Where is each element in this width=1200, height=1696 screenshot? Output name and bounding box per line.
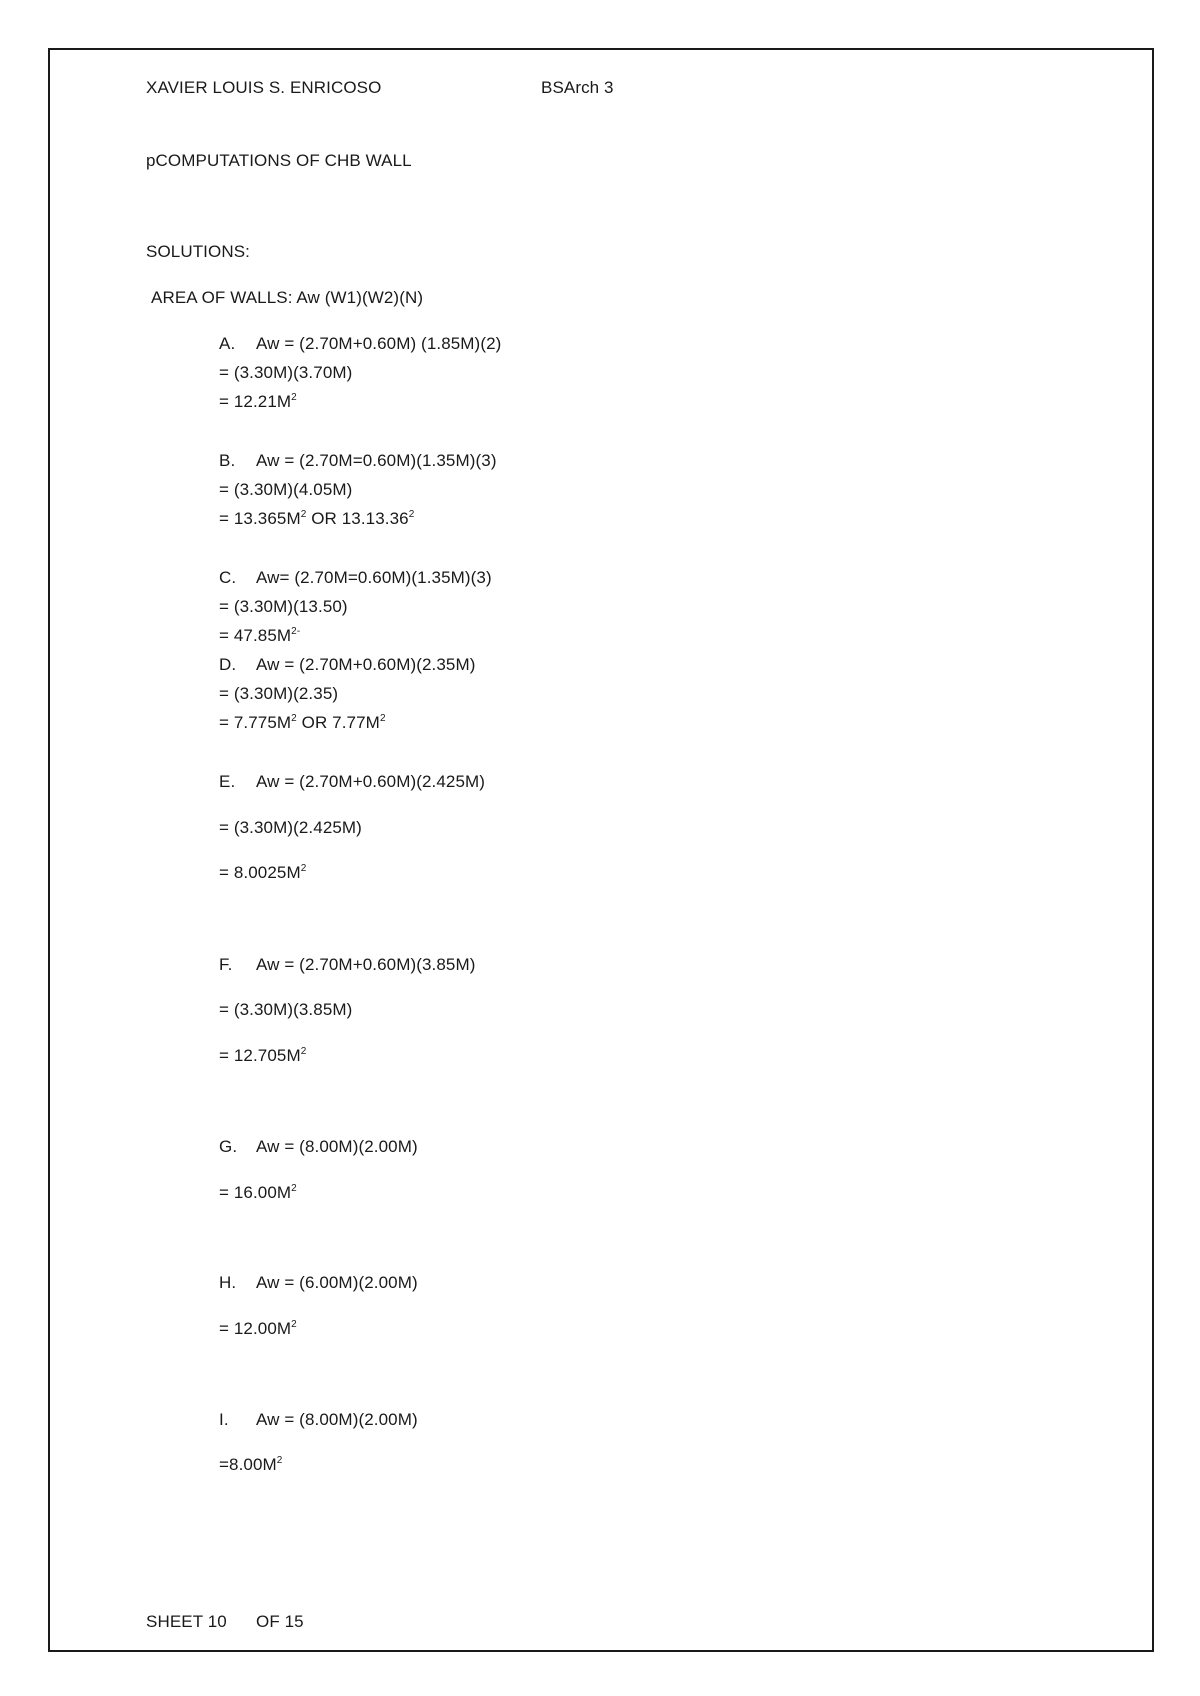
step-c-result: = $47.85M^{2-}$ (219, 626, 301, 645)
sheet-total: OF 15 (256, 1612, 304, 1631)
step-a-expression: A. Aw = (2.70M+0.60M) (1.85M)(2) (219, 334, 502, 353)
step-h-result: = $12.00M^2$ (219, 1319, 297, 1338)
step-d-line2: = (3.30M)(2.35) (219, 684, 339, 703)
step-f-expression: F. Aw = (2.70M+0.60M)(3.85M) (219, 955, 476, 974)
sheet-number: SHEET 10 (146, 1612, 227, 1631)
step-a-label: A. (219, 334, 236, 353)
step-d-expression: D. Aw = (2.70M+0.60M)(2.35M) (219, 655, 476, 674)
step-c-label: C. (219, 568, 237, 587)
step-i-label: I. (219, 1410, 229, 1429)
step-c-expression: C. Aw= (2.70M=0.60M)(1.35M)(3) (219, 568, 492, 587)
step-b-result: = $13.365M^2$ OR 13.13.36$^2$ (219, 509, 415, 528)
step-g-expression: G. Aw = (8.00M)(2.00M) (219, 1137, 418, 1156)
step-i-expression: I. Aw = (8.00M)(2.00M) (219, 1410, 418, 1429)
step-e-result: = $8.0025M^2$ (219, 863, 307, 882)
course-label: BSArch 3 (541, 78, 614, 97)
step-d-label: D. (219, 655, 237, 674)
step-g-result: = $16.00M^2$ (219, 1183, 297, 1202)
step-a-result: = $12.21M^2$ (219, 392, 297, 411)
step-g-label: G. (219, 1137, 238, 1156)
step-f-result: = $12.705M^2$ (219, 1046, 307, 1065)
step-e-line2: = (3.30M)(2.425M) (219, 818, 362, 837)
step-c-line2: = (3.30M)(13.50) (219, 597, 348, 616)
step-e-expression: E. Aw = (2.70M+0.60M)(2.425M) (219, 772, 486, 791)
step-b-line2: = (3.30M)(4.05M) (219, 480, 353, 499)
step-h-label: H. (219, 1273, 237, 1292)
area-formula: AREA OF WALLS: Aw (W1)(W2)(N) (151, 288, 424, 307)
document-title: pCOMPUTATIONS OF CHB WALL (146, 151, 412, 170)
step-f-label: F. (219, 955, 233, 974)
step-h-expression: H. Aw = (6.00M)(2.00M) (219, 1273, 418, 1292)
step-a-line2: = (3.30M)(3.70M) (219, 363, 353, 382)
step-f-line2: = (3.30M)(3.85M) (219, 1000, 353, 1019)
step-i-result: $=8.00M^2$ (219, 1455, 283, 1474)
student-name: XAVIER LOUIS S. ENRICOSO (146, 78, 382, 97)
solutions-heading: SOLUTIONS: (146, 242, 250, 261)
step-d-result: = $7.775M^2$ OR $7.77M^2$ (219, 713, 386, 732)
step-e-label: E. (219, 772, 236, 791)
step-b-label: B. (219, 451, 236, 470)
step-b-expression: B. Aw = (2.70M=0.60M)(1.35M)(3) (219, 451, 497, 470)
